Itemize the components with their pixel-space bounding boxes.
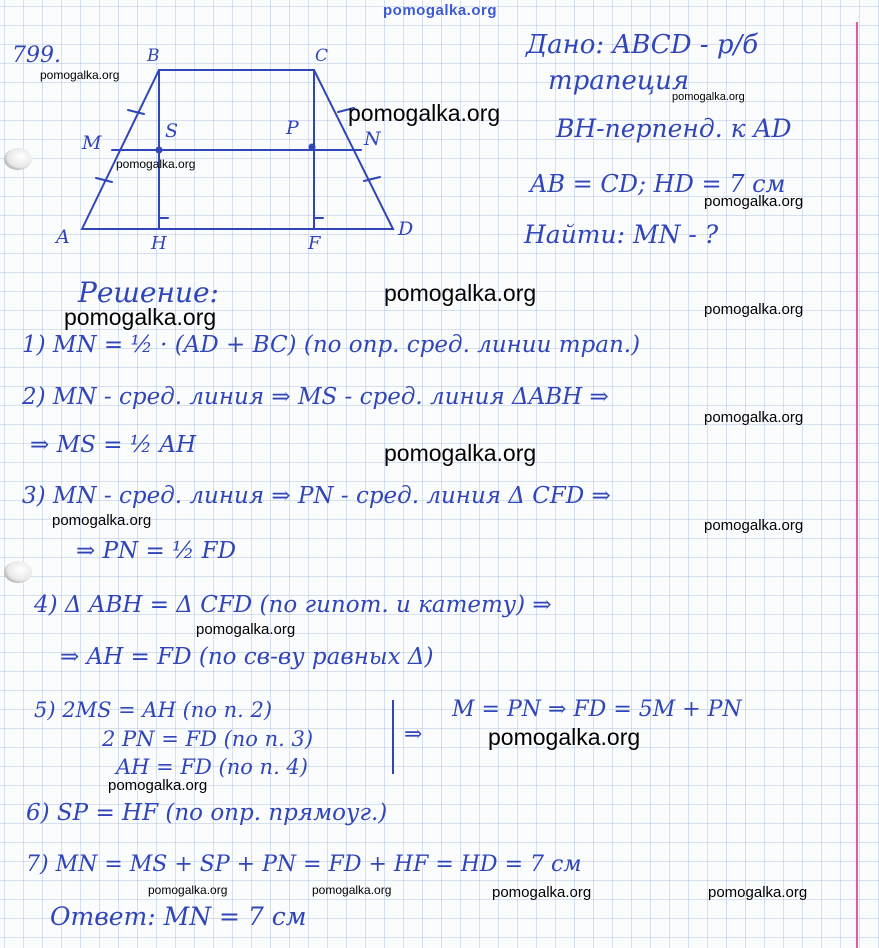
step-6: 6) SP = HF (по опр. прямоуг.): [26, 800, 388, 826]
watermark: pomogalka.org: [116, 157, 196, 171]
step-5-line-2: 2 PN = FD (по п. 3): [102, 727, 314, 751]
watermark-top: pomogalka.org: [383, 2, 498, 19]
vertex-label-a: A: [56, 226, 70, 248]
vertex-label-b: B: [147, 46, 160, 66]
watermark: pomogalka.org: [384, 280, 537, 306]
point-label-m: M: [82, 132, 102, 154]
problem-number: 799.: [12, 43, 61, 68]
watermark: pomogalka.org: [384, 440, 537, 466]
watermark: pomogalka.org: [708, 884, 808, 901]
watermark: pomogalka.org: [108, 777, 208, 794]
point-label-n: N: [364, 128, 381, 150]
watermark: pomogalka.org: [148, 883, 228, 897]
vertex-label-d: D: [398, 218, 414, 240]
point-s: [156, 147, 163, 154]
step-5-line-1: 5) 2MS = AH (по п. 2): [34, 698, 273, 722]
given-line-5: Найти: MN - ?: [524, 220, 719, 249]
watermark: pomogalka.org: [492, 884, 592, 901]
given-line-3: BH-перпенд. к AD: [556, 114, 792, 143]
point-label-h: H: [151, 233, 167, 254]
step-5-result: M = PN ⇒ FD = 5M + PN: [452, 697, 742, 722]
step-3: 3) MN - сред. линия ⇒ PN - сред. линия Δ CFD ⇒: [22, 483, 611, 509]
step-5-implies: ⇒: [404, 722, 423, 747]
given-line-1: Дано: ABCD - р/б: [526, 30, 759, 60]
step-7: 7) MN = MS + SP + PN = FD + HF = HD = 7 см: [26, 852, 582, 877]
step-1: 1) MN = ½ · (AD + BC) (по опр. сред. линии трап.): [22, 332, 641, 358]
step-2-result: ⇒ MS = ½ AH: [30, 432, 197, 458]
watermark: pomogalka.org: [704, 193, 804, 210]
point-label-s: S: [165, 120, 179, 142]
brace-bar: [392, 700, 394, 774]
watermark: pomogalka.org: [488, 724, 641, 750]
point-label-f: F: [308, 233, 321, 254]
answer: Ответ: MN = 7 см: [50, 902, 307, 931]
watermark: pomogalka.org: [40, 68, 120, 82]
watermark: pomogalka.org: [52, 512, 152, 529]
watermark: pomogalka.org: [348, 100, 501, 126]
watermark: pomogalka.org: [704, 517, 804, 534]
step-4-result: ⇒ AH = FD (по св-ву равных Δ): [60, 644, 434, 670]
watermark: pomogalka.org: [312, 883, 392, 897]
watermark: pomogalka.org: [704, 409, 804, 426]
point-label-p: P: [286, 117, 299, 139]
watermark: pomogalka.org: [704, 301, 804, 318]
step-4: 4) Δ ABH = Δ CFD (по гипот. и катету) ⇒: [34, 592, 552, 618]
watermark: pomogalka.org: [672, 91, 745, 103]
step-3-result: ⇒ PN = ½ FD: [76, 538, 237, 564]
given-line-2: трапеция: [548, 66, 690, 96]
solution-title: Решение:: [78, 276, 219, 309]
given-line-4: AB = CD; HD = 7 см: [530, 170, 786, 198]
watermark: pomogalka.org: [196, 621, 296, 638]
point-p: [309, 144, 316, 151]
step-5-line-3: AH = FD (по п. 4): [116, 755, 308, 779]
step-2: 2) MN - сред. линия ⇒ MS - сред. линия ΔABH ⇒: [22, 384, 609, 410]
tick-mark: [128, 110, 144, 114]
vertex-label-c: C: [315, 46, 329, 66]
watermark: pomogalka.org: [64, 304, 217, 330]
